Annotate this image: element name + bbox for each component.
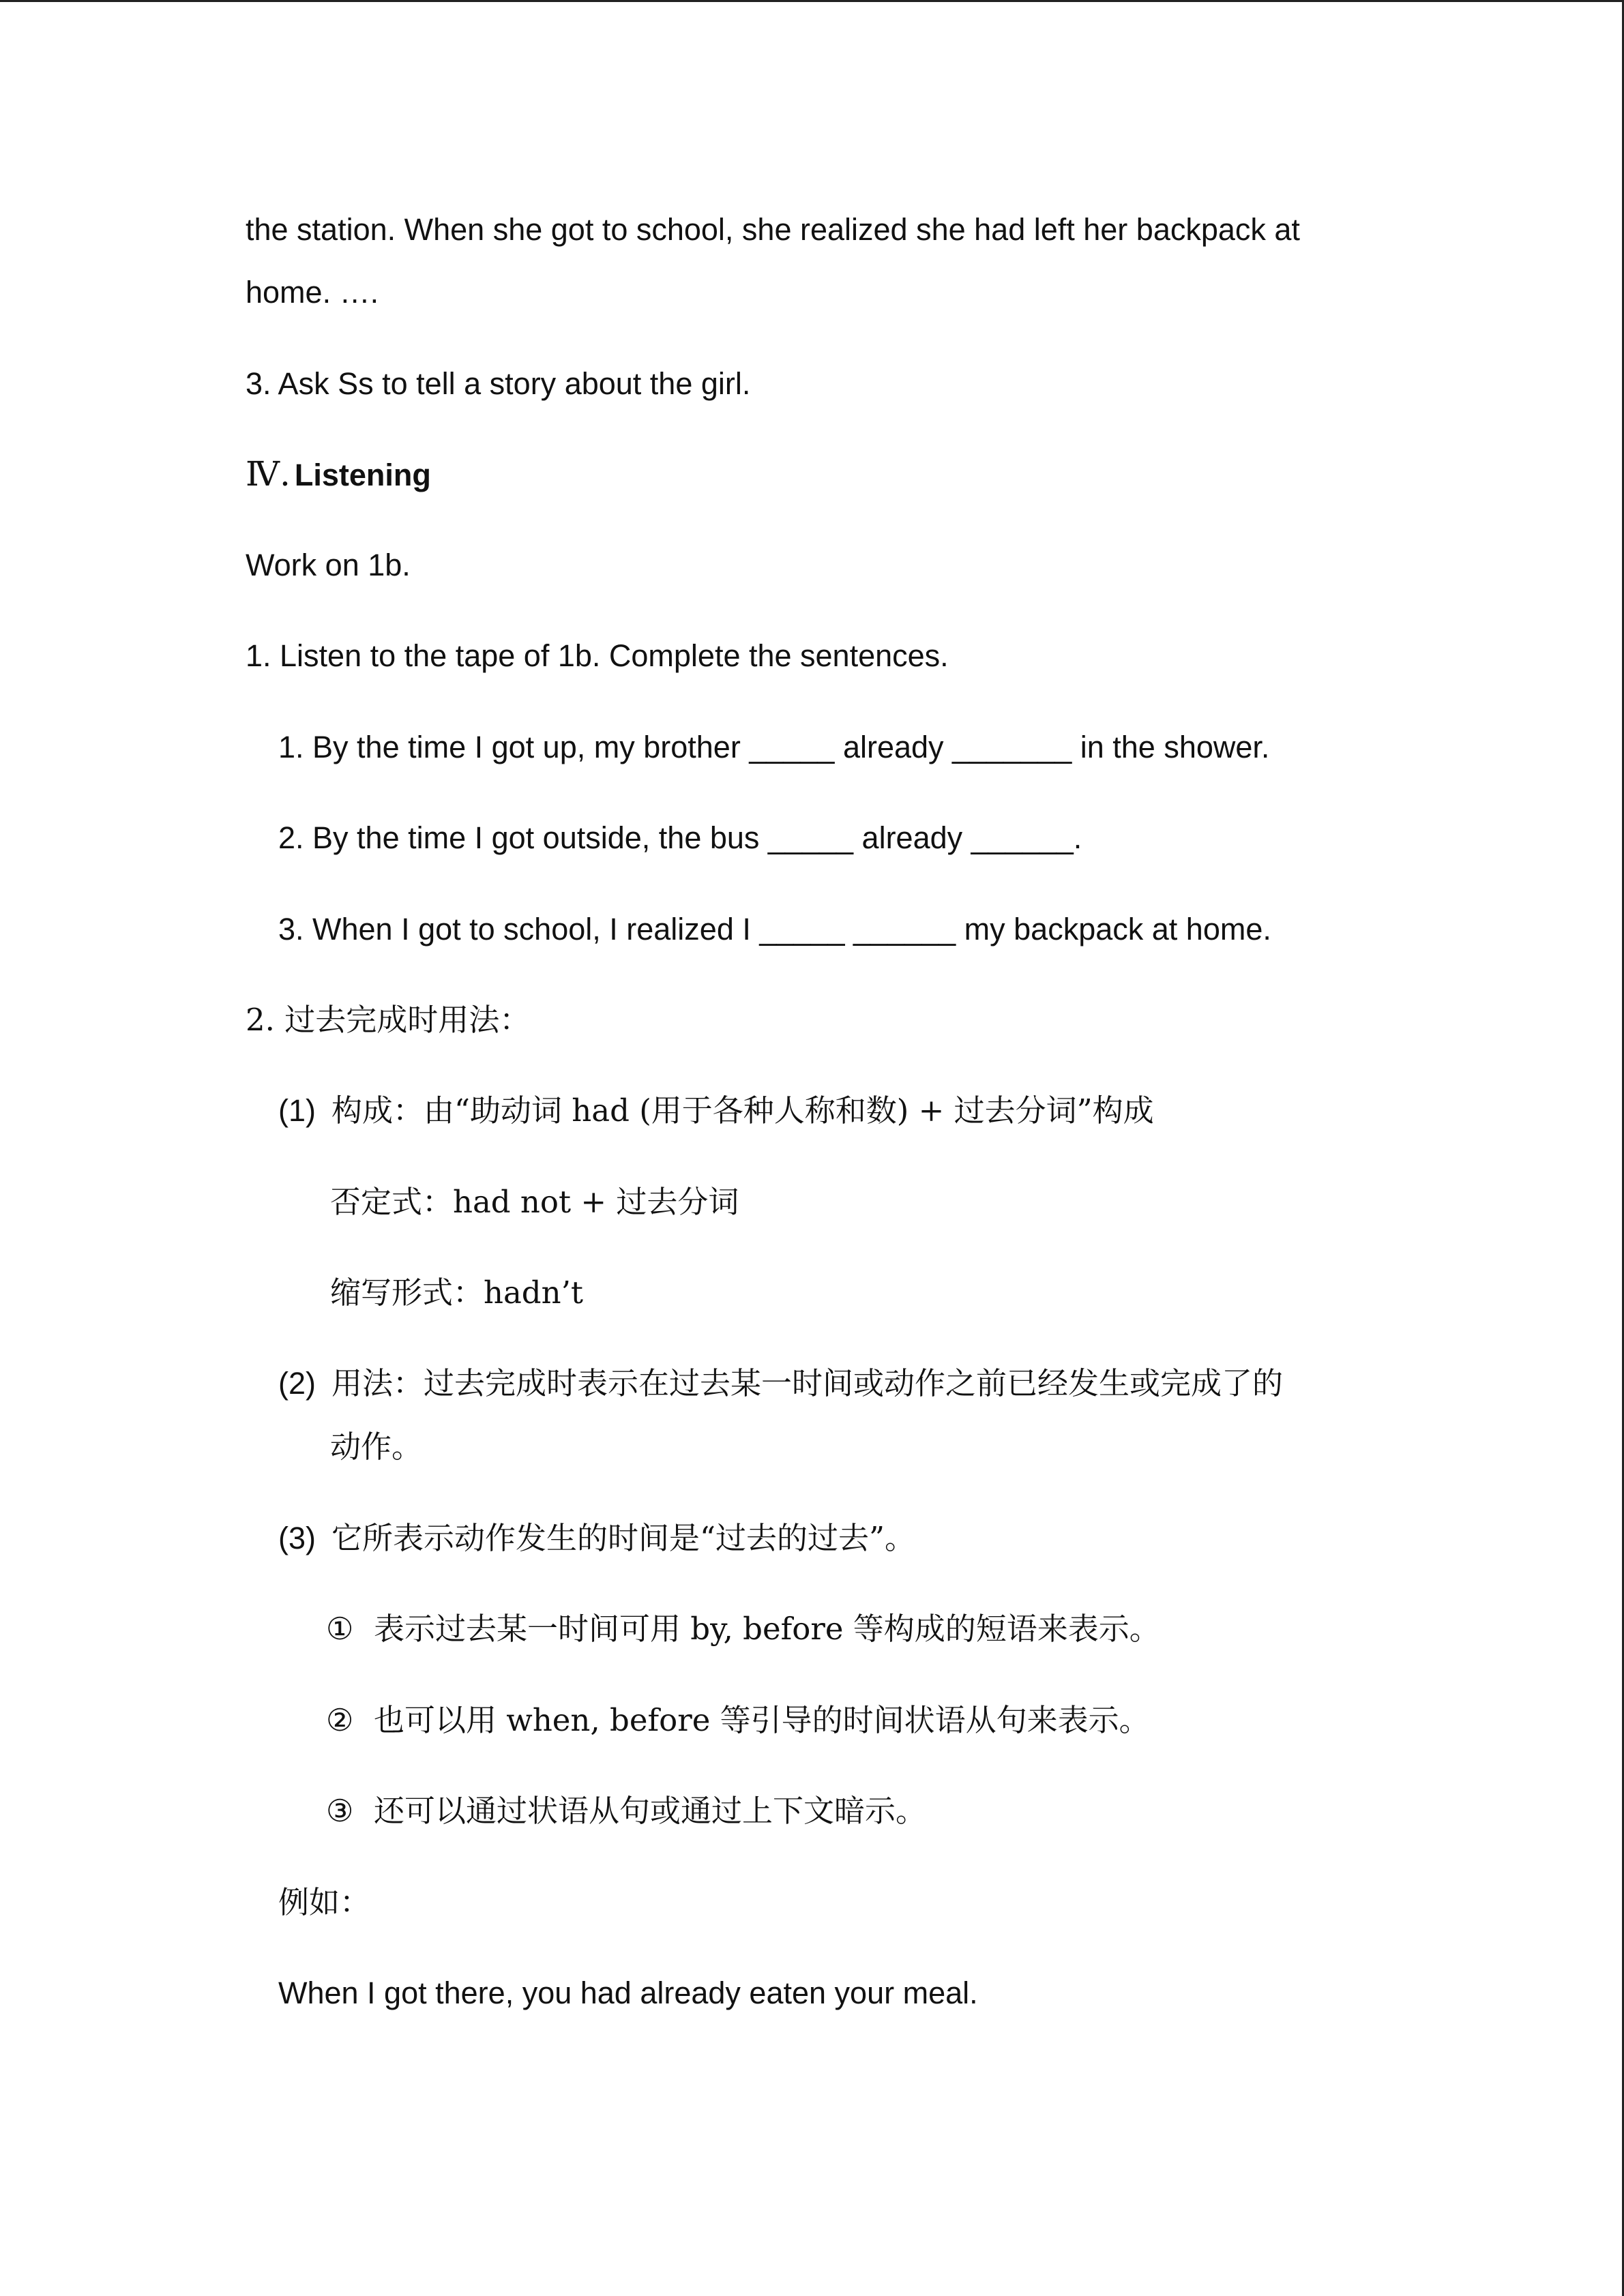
- clause-3-mark: ③: [326, 1793, 354, 1829]
- rule-3-text: 它所表示动作发生的时间是“过去的过去”。: [331, 1520, 916, 1556]
- clause-3-text: 还可以通过状语从句或通过上下文暗示。: [374, 1793, 927, 1829]
- clause-2-mark: ②: [326, 1702, 354, 1738]
- step-3: 3. Ask Ss to tell a story about the girl.: [246, 366, 751, 401]
- clause-1-mark: ①: [326, 1611, 354, 1647]
- section-numeral: Ⅳ.: [246, 454, 291, 494]
- rule-1: [278, 1092, 1154, 1130]
- grammar-heading: 2. 过去完成时用法：: [246, 1002, 531, 1038]
- clause-1: [326, 1610, 1160, 1648]
- rule-1-text: 构成：由“助动词 had (用于各种人称和数) + 过去分词”构成: [331, 1092, 1154, 1129]
- sentence-3: 3. When I got to school, I realized I _____ ______ my backpack at home.: [278, 912, 1271, 946]
- clause-2-text: 也可以用 when, before 等引导的时间状语从句来表示。: [374, 1702, 1150, 1738]
- example-label: 例如：: [278, 1884, 371, 1920]
- section-heading: [246, 455, 431, 493]
- sentence-1: 1. By the time I got up, my brother _____ already _______ in the shower.: [278, 730, 1270, 764]
- rule-3-number: (3): [278, 1521, 316, 1555]
- contraction-form: 缩写形式：hadn’t: [330, 1274, 583, 1311]
- work-on-line: Work on 1b.: [246, 548, 411, 582]
- rule-1-number: (1): [278, 1093, 316, 1128]
- listen-instruction: 1. Listen to the tape of 1b. Complete the sentences.: [246, 638, 949, 673]
- negative-form: 否定式：had not + 过去分词: [330, 1184, 739, 1220]
- example-sentence: When I got there, you had already eaten your meal.: [278, 1976, 978, 2010]
- rule-2-text: 用法：过去完成时表示在过去某一时间或动作之前已经发生或完成了的: [331, 1365, 1284, 1401]
- intro-line-2: home. ….: [246, 275, 379, 310]
- clause-1-text: 表示过去某一时间可用 by, before 等构成的短语来表示。: [374, 1611, 1160, 1647]
- clause-2: [326, 1701, 1150, 1740]
- rule-2-continuation: 动作。: [330, 1429, 423, 1465]
- top-border: [0, 0, 1624, 2]
- sentence-2: 2. By the time I got outside, the bus _____ already ______.: [278, 820, 1082, 855]
- clause-3: [326, 1792, 926, 1830]
- rule-3: [278, 1519, 915, 1557]
- intro-line-1: the station. When she got to school, she realized she had left her backpack at: [246, 212, 1300, 247]
- rule-2: [278, 1365, 1283, 1403]
- section-title: Listening: [294, 458, 431, 492]
- rule-2-number: (2): [278, 1366, 316, 1401]
